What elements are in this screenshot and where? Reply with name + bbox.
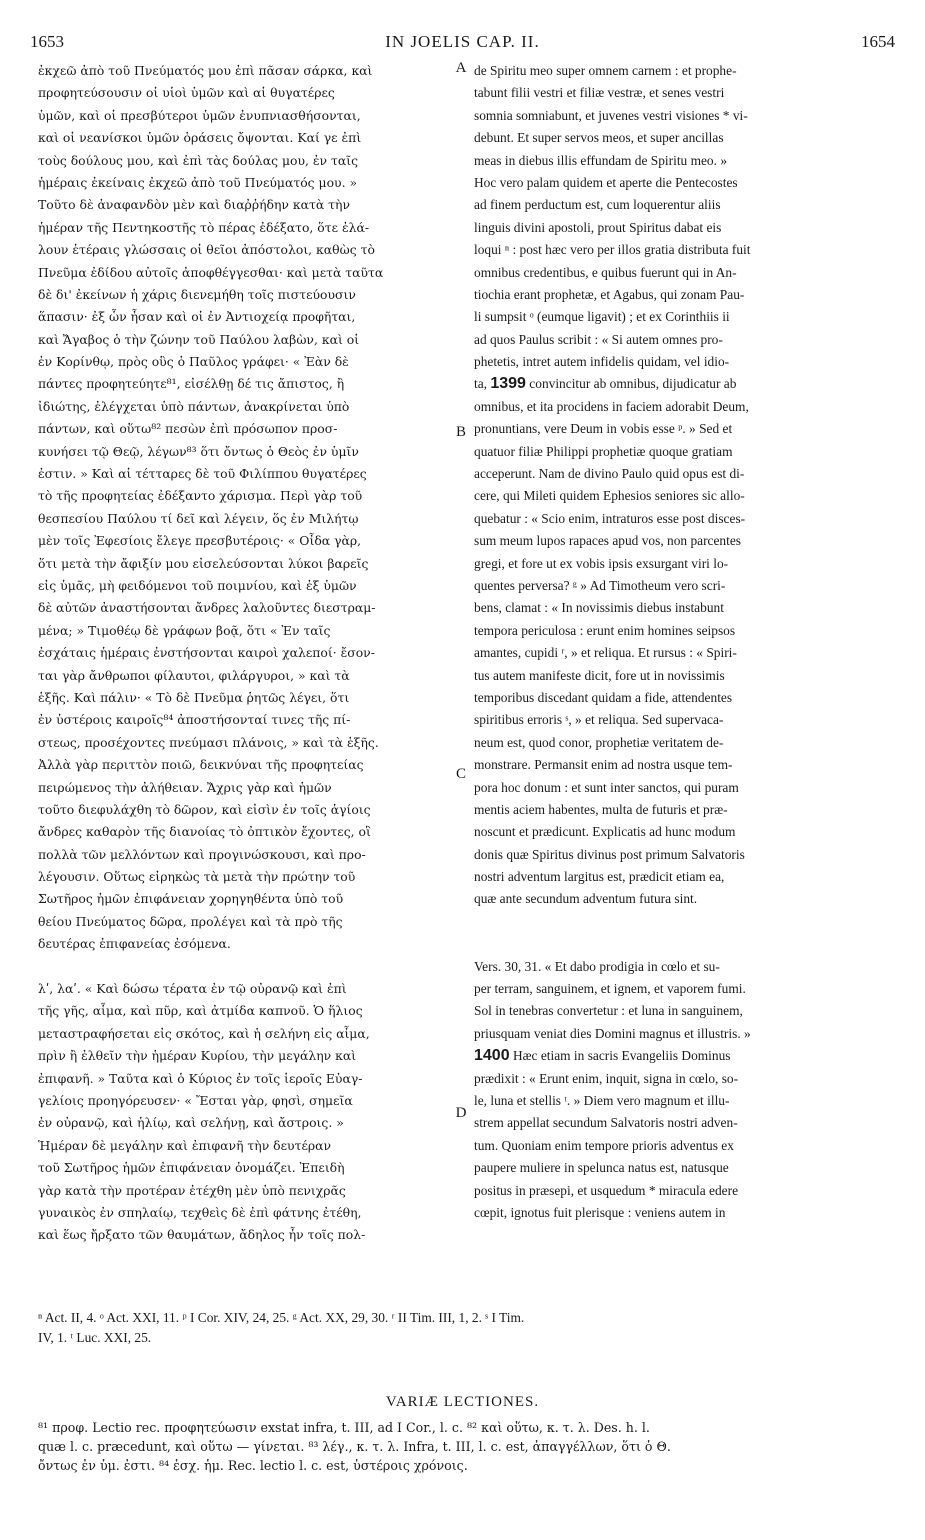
latin-text-line: paupere muliere in spelunca natus est, natusque	[474, 1160, 729, 1176]
greek-text-line: λουν ἑτέραις γλώσσαις οἱ θεῖοι ἀπόστολοι, καθὼς τὸ	[38, 242, 375, 258]
greek-text-line: Ἡμέραν δὲ μεγάλην καὶ ἐπιφανῆ τὴν δευτέραν	[38, 1137, 332, 1153]
latin-text-line: ta, 1399 convincitur ab omnibus, dijudicatur ab	[474, 375, 737, 393]
latin-text-line: per terram, sanguinem, et ignem, et vaporem fumi.	[474, 981, 746, 997]
greek-text-line: ἡμέραν τῆς Πεντηκοστῆς τὸ πέρας ἐδέξατο, ὅτε ἐλά-	[38, 219, 370, 235]
greek-text-line: στεως, προσέχοντες πνεύμασι πλάνοις, » καὶ τὰ ἑξῆς.	[38, 734, 379, 750]
greek-text-line: ὅτι μετὰ τὴν ἄφιξίν μου εἰσελεύσονται λύκοι βαρεῖς	[38, 555, 369, 571]
latin-text-line: phetetis, intret autem infidelis quidam, vel idio-	[474, 354, 730, 370]
greek-text-line: πρὶν ἢ ἐλθεῖν τὴν ἡμέραν Κυρίου, τὴν μεγάλην καὶ	[38, 1048, 357, 1064]
latin-text-line: linguis divini apostoli, prout Spiritus dabat eis	[474, 219, 722, 235]
greek-text-line: Πνεῦμα ἐδίδου αὐτοῖς ἀποφθέγγεσθαι· καὶ μετὰ ταῦτα	[38, 264, 384, 280]
greek-text-line: δὲ αὐτῶν ἀναστήσονται ἄνδρες λαλοῦντες διεστραμ-	[38, 600, 376, 616]
latin-text-line: mentis aciem habentes, multa de futuris et præ-	[474, 801, 728, 817]
latin-text-line: donis quæ Spiritus divinus post primum Salvatoris	[474, 846, 745, 862]
latin-text-line: de Spiritu meo super omnem carnem : et prophe-	[474, 63, 737, 78]
greek-text-line: καὶ ἕως ἤρξατο τῶν θαυμάτων, ἄδηλος ἦν τοῖς πολ-	[38, 1227, 366, 1243]
page-header	[30, 32, 895, 58]
latin-text-line: pora hoc donum : et sunt inter sanctos, qui puram	[474, 779, 739, 795]
page-number-left: 1653	[30, 32, 64, 51]
latin-text-line: priusquam veniat dies Domini magnus et illustris. »	[474, 1025, 751, 1041]
page-number-right: 1654	[861, 32, 895, 51]
latin-text-line: gregi, et fore ut ex vobis ipsis exsurgant viri lo-	[474, 555, 729, 571]
greek-text-line: δευτέρας ἐπιφανείας ἐσόμενα.	[38, 936, 231, 952]
section-mark-b: B	[455, 424, 466, 440]
footnote-line-1: ⁿ Act. II, 4. ᵒ Act. XXI, 11. ᵖ I Cor. XIV, 24, 25. ᵍ Act. XX, 29, 30. ʳ II Tim. III, 1, 2. ˢ I Tim.	[38, 1310, 525, 1325]
latin-text-line: spiritibus erroris ˢ, » et reliqua. Sed supervaca-	[474, 712, 724, 728]
latin-text-line: quebatur : « Scio enim, intraturos esse post disces-	[474, 510, 746, 526]
greek-text-line: λʹ, λαʹ. « Καὶ δώσω τέρατα ἐν τῷ οὐρανῷ καὶ ἐπὶ	[38, 981, 347, 997]
greek-text-line: εἰς ὑμᾶς, μὴ φειδόμενοι τοῦ ποιμνίου, καὶ ἐξ ὑμῶν	[38, 577, 357, 593]
section-mark-c: C	[455, 766, 466, 782]
greek-text-line: δὲ δι' ἐκείνων ἡ χάρις διενεμήθη τοῖς πιστεύουσιν	[38, 286, 356, 302]
greek-column	[38, 60, 456, 1247]
latin-text-line: strem appellat secundum Salvatoris nostri adven-	[474, 1115, 738, 1131]
greek-text-line: μεταστραφήσεται εἰς σκότος, καὶ ἡ σελήνη εἰς αἷμα,	[38, 1025, 370, 1041]
latin-text-line: prædixit : « Erunt enim, inquit, signa in cœlo, so-	[474, 1070, 739, 1086]
footnote-line-2: IV, 1. ᵗ Luc. XXI, 25.	[38, 1330, 152, 1345]
latin-text-line: positus in præsepi, et usquedum * miracula edere	[474, 1182, 739, 1198]
greek-text-line: ἰδιώτης, ἐλέγχεται ὑπὸ πάντων, ἀνακρίνεται ὑπὸ	[38, 398, 350, 414]
variae-lectiones-title: VARIÆ LECTIONES.	[385, 1394, 540, 1410]
greek-text-line: ἐπιφανῆ. » Ταῦτα καὶ ὁ Κύριος ἐν τοῖς ἱεροῖς Εὐαγ-	[38, 1070, 363, 1086]
latin-text-line: acceperunt. Nam de divino Paulo quid opus est di-	[474, 466, 745, 482]
greek-text-line: πειρώμενος τὴν ἀλήθειαν. Ἄχρις γὰρ καὶ ἡμῶν	[38, 779, 332, 795]
greek-text-line: Ἀλλὰ γὰρ περιττὸν ποιῶ, δεικνύναι τῆς προφητείας	[38, 757, 364, 773]
latin-text-line: cœpit, ignotus fuit plerisque : veniens autem in	[474, 1204, 726, 1220]
greek-text-line: πολλὰ τῶν μελλόντων καὶ προγινώσκουσι, καὶ προ-	[38, 846, 366, 862]
greek-text-line: ἐκχεῶ ἀπὸ τοῦ Πνεύματός μου ἐπὶ πᾶσαν σάρκα, καὶ	[38, 63, 373, 78]
latin-text-line: tabunt filii vestri et filiæ vestræ, et senes vestri	[474, 85, 725, 101]
greek-text-line: ἐν οὐρανῷ, καὶ ἡλίῳ, καὶ σελήνῃ, καὶ ἄστροις. »	[38, 1115, 344, 1131]
latin-text-line: Sol in tenebras convertetur : et luna in sanguinem,	[474, 1003, 743, 1019]
section-mark-a: A	[455, 60, 467, 76]
greek-text-line: θείου Πνεύματος δῶρα, προλέγει καὶ τὰ πρὸ τῆς	[38, 913, 343, 929]
latin-text-line: temporibus discedant quidam a fide, attendentes	[474, 689, 733, 705]
variae-line: ⁸¹ προφ. Lectio rec. προφητεύωσιν exstat infra, t. III, ad I Cor., l. c. ⁸² καὶ οὕτω, κ. τ. λ. Des. h. l.	[38, 1420, 650, 1435]
section-mark-d: D	[455, 1105, 467, 1121]
greek-text-line: ἐσχάταις ἡμέραις ἐνστήσονται καιροὶ χαλεποί· ἔσον-	[38, 645, 375, 661]
greek-text-line: πάντες προφητεύητε⁸¹, εἰσέλθῃ δέ τις ἄπιστος, ἢ	[38, 376, 345, 392]
latin-text-line: le, luna et stellis ᵗ. » Diem vero magnum et illu-	[474, 1092, 730, 1108]
greek-text-line: κυνήσει τῷ Θεῷ, λέγων⁸³ ὅτι ὄντως ὁ Θεὸς ἐν ὑμῖν	[38, 443, 359, 459]
latin-text-line: loqui ⁿ : post hæc vero per illos gratia distributa fuit	[474, 242, 751, 258]
greek-text-line: γυναικὸς ἐν σπηλαίῳ, τεχθεὶς δὲ ἐπὶ φάτνης ἐτέθη,	[38, 1204, 362, 1220]
latin-text-line: nostri adventum largitus est, prædicit etiam ea,	[474, 869, 725, 885]
latin-text-line: neum est, quod conor, prophetiæ veritatem de-	[474, 734, 724, 750]
latin-text-line: Hoc vero palam quidem et aperte die Pentecostes	[474, 174, 738, 190]
latin-text-line: omnibus credentibus, e quibus fuerunt qui in An-	[474, 264, 737, 280]
greek-text-line: ἐστιν. » Καὶ αἱ τέτταρες δὲ τοῦ Φιλίππου θυγατέρες	[38, 466, 367, 482]
greek-text-line: ὑμῶν, καὶ οἱ πρεσβύτεροι ὑμῶν ἐνυπνιασθήσονται,	[38, 107, 361, 123]
greek-text-line: τοὺς δούλους μου, καὶ ἐπὶ τὰς δούλας μου, ἐν ταῖς	[38, 152, 359, 168]
column-number: 1399	[490, 375, 526, 393]
latin-text-line: ad finem perductum est, cum loquerentur aliis	[474, 197, 721, 213]
greek-text-line: προφητεύσουσιν οἱ υἱοὶ ὑμῶν καὶ αἱ θυγατέρες	[38, 85, 335, 101]
greek-text-line: Τοῦτο δὲ ἀναφανδὸν μὲν καὶ διαῤῥήδην κατὰ τὴν	[38, 197, 350, 213]
latin-text-line: tempora periculosa : erunt enim homines seipsos	[474, 622, 736, 638]
greek-text-line: μένα; » Τιμοθέῳ δὲ γράφων βοᾷ, ὅτι « Ἐν ταῖς	[38, 622, 331, 638]
latin-text-line: quæ ante secundum adventum futura sint.	[474, 891, 698, 907]
greek-text-line: καὶ οἱ νεανίσκοι ὑμῶν ὁράσεις ὄψονται. Καί γε ἐπὶ	[38, 130, 362, 146]
greek-text-line: γελίοις προηγόρευσεν· « Ἔσται γὰρ, φησὶ, σημεῖα	[38, 1092, 353, 1108]
latin-text-line: sum meum lupos rapaces apud vos, non parcentes	[474, 533, 742, 549]
greek-text-line: θεσπεσίου Παύλου τί δεῖ καὶ λέγειν, ὅς ἐν Μιλήτῳ	[38, 510, 359, 526]
latin-text-line: somnia somniabunt, et juvenes vestri visiones * vi-	[474, 107, 748, 123]
latin-text-line: li sumpsit ᵒ (eumque ligavit) ; et ex Corinthiis ii	[474, 309, 730, 325]
paragraph-gap	[38, 956, 456, 978]
latin-text-line: tiochia erant prophetæ, et Agabus, qui zonam Pau-	[474, 286, 745, 302]
latin-text-line: monstrare. Permansit enim ad nostra usque tem-	[474, 757, 733, 773]
greek-text-line: γὰρ κατὰ τὴν προτέραν ἐτέχθη μὲν ὑπὸ πενιχρᾶς	[38, 1182, 346, 1198]
latin-text-line: tus autem manifeste dicit, fore ut in novissimis	[474, 667, 725, 683]
greek-text-line: ἄνδρες καθαρὸν τῆς διανοίας τὸ ὀπτικὸν ἔχοντες, οἳ	[38, 824, 371, 840]
greek-text-line: μὲν τοῖς Ἐφεσίοις ἔλεγε πρεσβυτέροις· « Οἶδα γὰρ,	[38, 533, 362, 549]
latin-text-line: 1400 Hæc etiam in sacris Evangeliis Dominus	[474, 1047, 731, 1065]
latin-text-line: pronuntians, vere Deum in vobis esse ᵖ. » Sed et	[474, 421, 733, 437]
greek-text-line: λέγουσιν. Οὕτως εἰρηκὼς τὰ μετὰ τὴν πρώτην τοῦ	[38, 869, 356, 885]
latin-text-line	[474, 933, 894, 955]
greek-text-line: τοῦ Σωτῆρος ἡμῶν ἐπιφάνειαν ὀνομάζει. Ἐπειδὴ	[38, 1160, 345, 1176]
latin-text-line: noscunt et prædicunt. Explicatis ad hunc modum	[474, 824, 736, 840]
latin-column	[474, 60, 894, 1224]
latin-text-line: quentes perversa? ᵍ » Ad Timotheum vero scri-	[474, 577, 726, 593]
latin-text-line: ad quos Paulus scribit : « Si autem omnes pro-	[474, 331, 723, 347]
latin-text-line: debunt. Et super servos meos, et super ancillas	[474, 130, 724, 146]
running-title: IN JOELIS CAP. II.	[385, 32, 540, 51]
latin-text-line	[474, 911, 894, 933]
greek-text-line: ἡμέραις ἐκείναις ἐκχεῶ ἀπὸ τοῦ Πνεύματός μου. »	[38, 174, 358, 190]
latin-text-line: cere, qui Mileti quidem Ephesios seniores sic allo-	[474, 488, 745, 504]
variae-lectiones	[38, 1418, 895, 1475]
latin-text-line: quatuor filiæ Philippi prophetiæ quoque gratiam	[474, 443, 733, 459]
latin-text-line: tum. Quoniam enim tempore prioris adventus ex	[474, 1137, 734, 1153]
latin-text-line: omnibus, et ita procidens in faciem adorabit Deum,	[474, 398, 749, 414]
variae-line: quæ l. c. præcedunt, καὶ οὕτω — γίνεται. ⁸³ λέγ., κ. τ. λ. Infra, t. III, l. c. est, ἀπαγγέλλων, ὅτι ὁ Θ.	[38, 1439, 671, 1454]
latin-text-line: meas in diebus illis effundam de Spiritu meo. »	[474, 152, 728, 168]
latin-text-line: Vers. 30, 31. « Et dabo prodigia in cœlo et su-	[474, 958, 720, 974]
variae-line: ὄντως ἐν ὑμ. ἐστι. ⁸⁴ ἐσχ. ἡμ. Rec. lectio l. c. est, ὑστέροις χρόνοις.	[38, 1458, 468, 1473]
greek-text-line: Σωτῆρος ἡμῶν ἐπιφάνειαν χορηγηθέντα ὑπὸ τοῦ	[38, 891, 344, 907]
greek-text-line: ἑξῆς. Καὶ πάλιν· « Τὸ δὲ Πνεῦμα ῥητῶς λέγει, ὅτι	[38, 689, 350, 705]
latin-text-line: bens, clamat : « In novissimis diebus instabunt	[474, 600, 724, 616]
greek-text-line: καὶ Ἄγαβος ὁ τὴν ζώνην τοῦ Παύλου λαβὼν, καὶ οἱ	[38, 331, 360, 347]
greek-text-line: τὸ τῆς προφητείας ἐδέξαντο χάρισμα. Περὶ γὰρ τοῦ	[38, 488, 363, 504]
latin-text-line: amantes, cupidi ʳ, » et reliqua. Et rursus : « Spiri-	[474, 645, 737, 661]
greek-text-line: τῆς γῆς, αἷμα, καὶ πῦρ, καὶ ἀτμίδα καπνοῦ. Ὁ ἥλιος	[38, 1003, 363, 1019]
column-number: 1400	[474, 1047, 510, 1065]
greek-text-line: ἅπασιν· ἐξ ὧν ἦσαν καὶ οἱ ἐν Ἀντιοχείᾳ προφῆται,	[38, 309, 356, 325]
greek-text-line: τοῦτο διεφυλάχθη τὸ δῶρον, καὶ εἰσὶν ἐν τοῖς ἁγίοις	[38, 801, 371, 817]
greek-text-line: ἐν ὑστέροις καιροῖς⁸⁴ ἀποστήσονταί τινες τῆς πί-	[38, 712, 351, 728]
greek-text-line: ται γὰρ ἄνθρωποι φίλαυτοι, φιλάργυροι, » καὶ τὰ	[38, 667, 350, 683]
greek-text-line: ἐν Κορίνθῳ, πρὸς οὓς ὁ Παῦλος γράφει· « Ἐὰν δὲ	[38, 354, 349, 370]
greek-text-line: πάντων, καὶ οὕτω⁸² πεσὼν ἐπὶ πρόσωπον προσ-	[38, 421, 338, 437]
